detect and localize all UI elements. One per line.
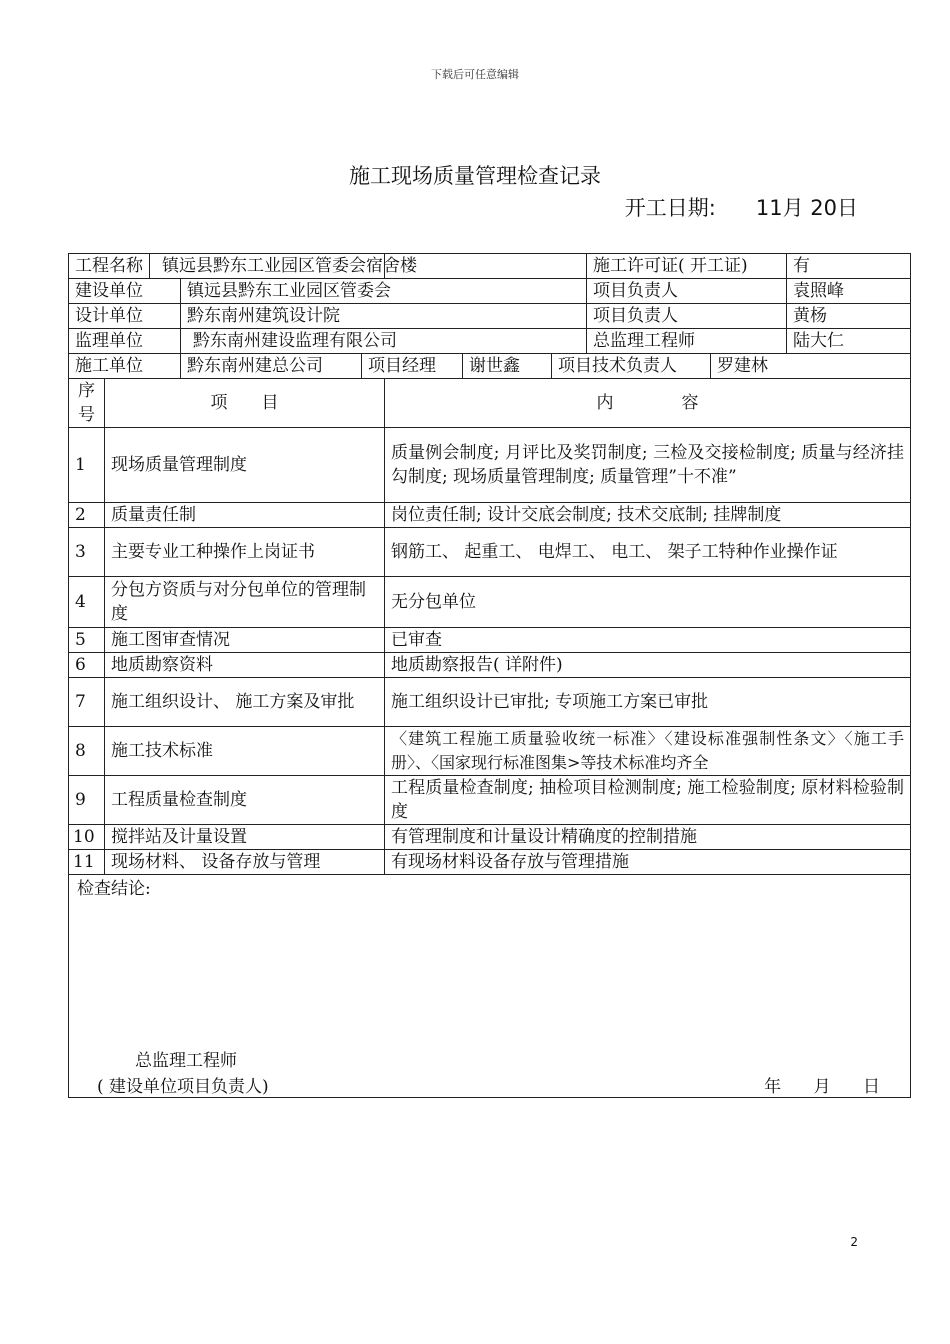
row-no: 9	[69, 776, 105, 825]
row-item: 分包方资质与对分包单位的管理制度	[105, 577, 385, 628]
builder-pm-value: 袁照峰	[787, 279, 911, 304]
designer-row	[69, 304, 911, 329]
table-row	[69, 428, 911, 503]
row-item: 现场材料、 设备存放与管理	[105, 850, 385, 875]
row-no: 6	[69, 653, 105, 678]
project-name-row	[69, 254, 911, 279]
row-content: 已审查	[385, 628, 911, 653]
pm-value: 谢世鑫	[463, 354, 552, 378]
start-date-month: 11月	[755, 196, 804, 220]
contractor-value: 黔东南州建总公司	[181, 354, 362, 378]
conclusion-label: 检查结论:	[77, 879, 151, 899]
designer-label: 设计单位	[69, 304, 181, 328]
table-row	[69, 825, 911, 850]
col-no-header: 序号	[69, 379, 105, 428]
page-number: 2	[850, 1235, 858, 1249]
contractor-label: 施工单位	[69, 354, 181, 378]
builder-value: 镇远县黔东工业园区管委会	[187, 281, 391, 301]
row-item: 搅拌站及计量设置	[105, 825, 385, 850]
row-content: 〈建筑工程施工质量验收统一标准〉〈建设标准强制性条文〉〈施工手册〉、〈国家现行标准图集>等技术标准均齐全	[385, 727, 911, 776]
tech-lead-value: 罗建林	[717, 356, 768, 376]
designer-value: 黔东南州建筑设计院	[187, 306, 340, 326]
row-content: 无分包单位	[385, 577, 911, 628]
supervisor-label: 监理单位	[69, 329, 181, 353]
table-row	[69, 528, 911, 577]
builder-pm-label: 项目负责人	[587, 279, 787, 304]
start-date-label: 开工日期:	[624, 196, 716, 220]
row-content: 有现场材料设备存放与管理措施	[385, 850, 911, 875]
row-item: 质量责任制	[105, 503, 385, 528]
row-no: 3	[69, 528, 105, 577]
row-content: 有管理制度和计量设计精确度的控制措施	[385, 825, 911, 850]
designer-pm-label: 项目负责人	[587, 304, 787, 329]
tech-lead-label: 项目技术负责人	[552, 354, 711, 378]
designer-pm-value: 黄杨	[787, 304, 911, 329]
row-item: 地质勘察资料	[105, 653, 385, 678]
row-content: 施工组织设计已审批; 专项施工方案已审批	[385, 678, 911, 727]
row-no: 7	[69, 678, 105, 727]
chief-engineer-label: 总监理工程师	[587, 329, 787, 354]
start-date-day: 20日	[810, 196, 858, 220]
sign-month: 月	[813, 1077, 831, 1097]
inspection-table	[68, 253, 911, 1098]
column-header-row	[69, 379, 911, 428]
row-item: 施工组织设计、 施工方案及审批	[105, 678, 385, 727]
conclusion-cell	[69, 875, 911, 1098]
row-no: 8	[69, 727, 105, 776]
row-content: 岗位责任制; 设计交底会制度; 技术交底制; 挂牌制度	[385, 503, 911, 528]
table-row	[69, 678, 911, 727]
table-row	[69, 653, 911, 678]
row-no: 1	[69, 428, 105, 503]
table-row	[69, 503, 911, 528]
header-note: 下载后可任意编辑	[431, 68, 519, 81]
row-item: 施工图审查情况	[105, 628, 385, 653]
start-date	[625, 192, 858, 222]
table-row	[69, 727, 911, 776]
row-item: 工程质量检查制度	[105, 776, 385, 825]
chief-engineer-sign: 总监理工程师	[135, 1051, 237, 1071]
row-content: 钢筋工、 起重工、 电焊工、 电工、 架子工特种作业操作证	[385, 528, 911, 577]
permit-label: 施工许可证( 开工证)	[587, 254, 787, 279]
row-no: 4	[69, 577, 105, 628]
sign-year: 年	[764, 1077, 782, 1097]
row-content: 工程质量检查制度; 抽检项目检测制度; 施工检验制度; 原材料检验制度	[385, 776, 911, 825]
pm-label: 项目经理	[362, 354, 463, 378]
builder-label: 建设单位	[69, 279, 181, 303]
row-content: 质量例会制度; 月评比及奖罚制度; 三检及交接检制度; 质量与经济挂勾制度; 现场质量管理制度; 质量管理”十不准”	[385, 428, 911, 503]
row-no: 10	[69, 825, 105, 850]
permit-value: 有	[787, 254, 911, 279]
sign-date	[764, 1075, 880, 1099]
row-content: 地质勘察报告( 详附件)	[385, 653, 911, 678]
row-no: 11	[69, 850, 105, 875]
row-item: 施工技术标准	[105, 727, 385, 776]
document-title: 施工现场质量管理检查记录	[349, 164, 601, 188]
supervisor-value: 黔东南州建设监理有限公司	[193, 331, 397, 351]
table-row	[69, 628, 911, 653]
supervisor-row	[69, 329, 911, 354]
conclusion-row	[69, 875, 911, 1098]
table-row	[69, 850, 911, 875]
project-name-label: 工程名称	[69, 254, 150, 278]
table-row	[69, 577, 911, 628]
project-name-value: 镇远县黔东工业园区管委会宿舍楼	[162, 256, 417, 276]
col-item-header: 项 目	[105, 379, 385, 428]
row-no: 2	[69, 503, 105, 528]
row-item: 现场质量管理制度	[105, 428, 385, 503]
builder-row	[69, 279, 911, 304]
col-content-header: 内 容	[385, 379, 911, 428]
table-row	[69, 776, 911, 825]
row-item: 主要专业工种操作上岗证书	[105, 528, 385, 577]
chief-engineer-value: 陆大仁	[787, 329, 911, 354]
unit-pm-sign: ( 建设单位项目负责人)	[97, 1077, 269, 1097]
row-no: 5	[69, 628, 105, 653]
contractor-row	[69, 354, 911, 379]
sign-day: 日	[863, 1077, 880, 1097]
